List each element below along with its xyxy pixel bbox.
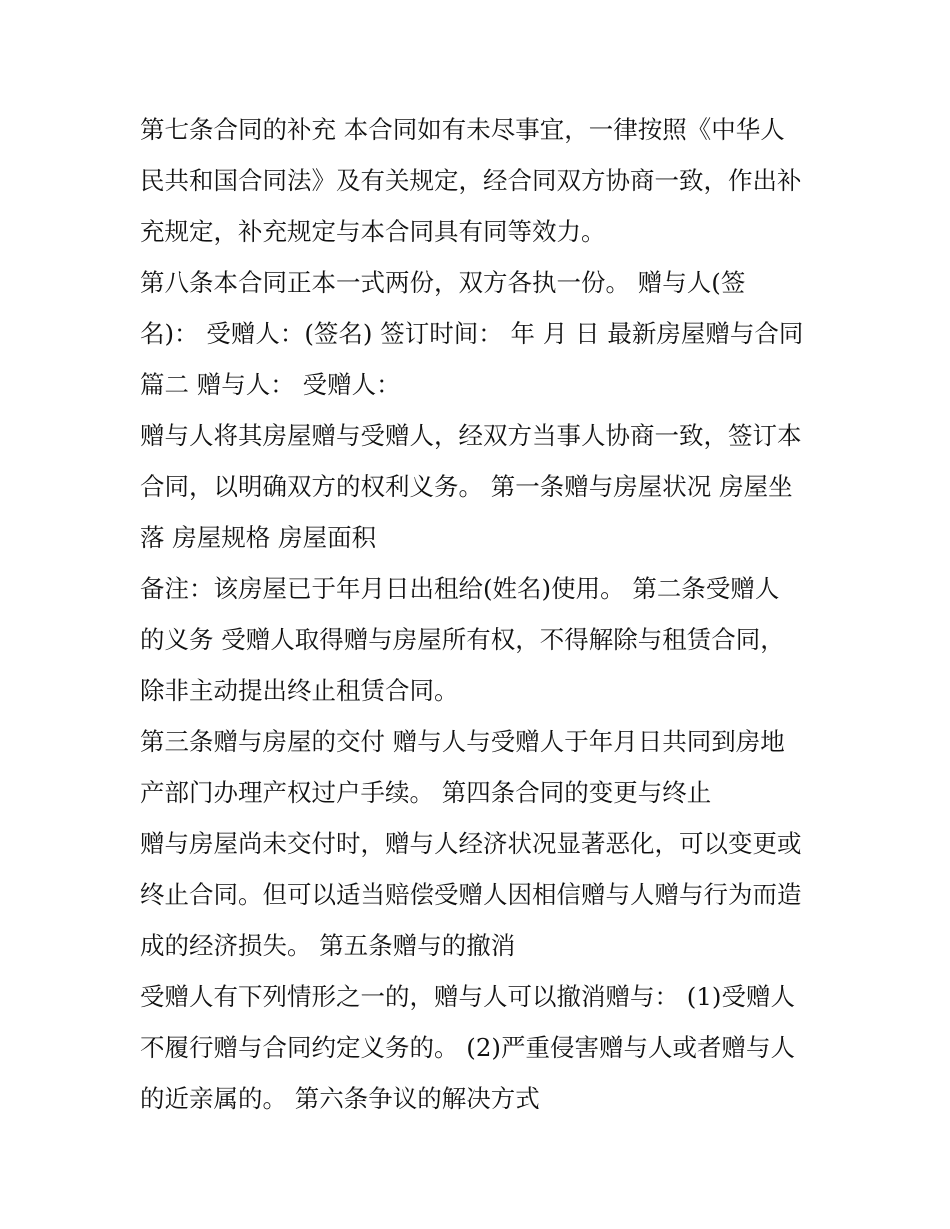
text-line: 名)： 受赠人：(签名) 签订时间： 年 月 日 最新房屋赠与合同	[140, 319, 804, 348]
text-line: 成的经济损失。 第五条赠与的撤消	[140, 931, 516, 960]
text-line: 的义务 受赠人取得赠与房屋所有权，不得解除与租赁合同，	[140, 625, 785, 654]
paragraph-article-7	[140, 104, 830, 257]
paragraph-article-3	[140, 716, 830, 818]
text-line: 受赠人有下列情形之一的，赠与人可以撤消赠与： (1)受赠人	[140, 982, 795, 1011]
text-line: 第七条合同的补充 本合同如有未尽事宜，一律按照《中华人	[140, 115, 785, 144]
paragraph-article-4	[140, 818, 830, 971]
text-line: 第三条赠与房屋的交付 赠与人与受赠人于年月日共同到房地	[140, 727, 785, 756]
document-body	[140, 104, 830, 1124]
text-line: 合同，以明确双方的权利义务。 第一条赠与房屋状况 房屋坐	[140, 472, 793, 501]
text-line: 充规定，补充规定与本合同具有同等效力。	[140, 217, 606, 246]
text-line: 备注：该房屋已于年月日出租给(姓名)使用。 第二条受赠人	[140, 574, 780, 603]
text-line: 赠与人将其房屋赠与受赠人，经双方当事人协商一致，签订本	[140, 421, 802, 450]
text-line: 民共和国合同法》及有关规定，经合同双方协商一致，作出补	[140, 166, 802, 195]
text-line: 除非主动提出终止租赁合同。	[140, 676, 459, 705]
text-line: 终止合同。但可以适当赔偿受赠人因相信赠与人赠与行为而造	[140, 880, 802, 909]
text-line: 产部门办理产权过户手续。 第四条合同的变更与终止	[140, 778, 712, 807]
text-line: 第八条本合同正本一式两份，双方各执一份。 赠与人(签	[140, 268, 746, 297]
paragraph-remarks	[140, 563, 830, 716]
paragraph-preamble	[140, 410, 830, 563]
text-line: 落 房屋规格 房屋面积	[140, 523, 377, 552]
paragraph-article-8	[140, 257, 830, 410]
text-line: 篇二 赠与人： 受赠人：	[140, 370, 401, 399]
text-line: 不履行赠与合同约定义务的。 (2)严重侵害赠与人或者赠与人	[140, 1033, 795, 1062]
paragraph-article-5	[140, 971, 830, 1124]
text-line: 的近亲属的。 第六条争议的解决方式	[140, 1084, 540, 1113]
text-line: 赠与房屋尚未交付时，赠与人经济状况显著恶化，可以变更或	[140, 829, 802, 858]
